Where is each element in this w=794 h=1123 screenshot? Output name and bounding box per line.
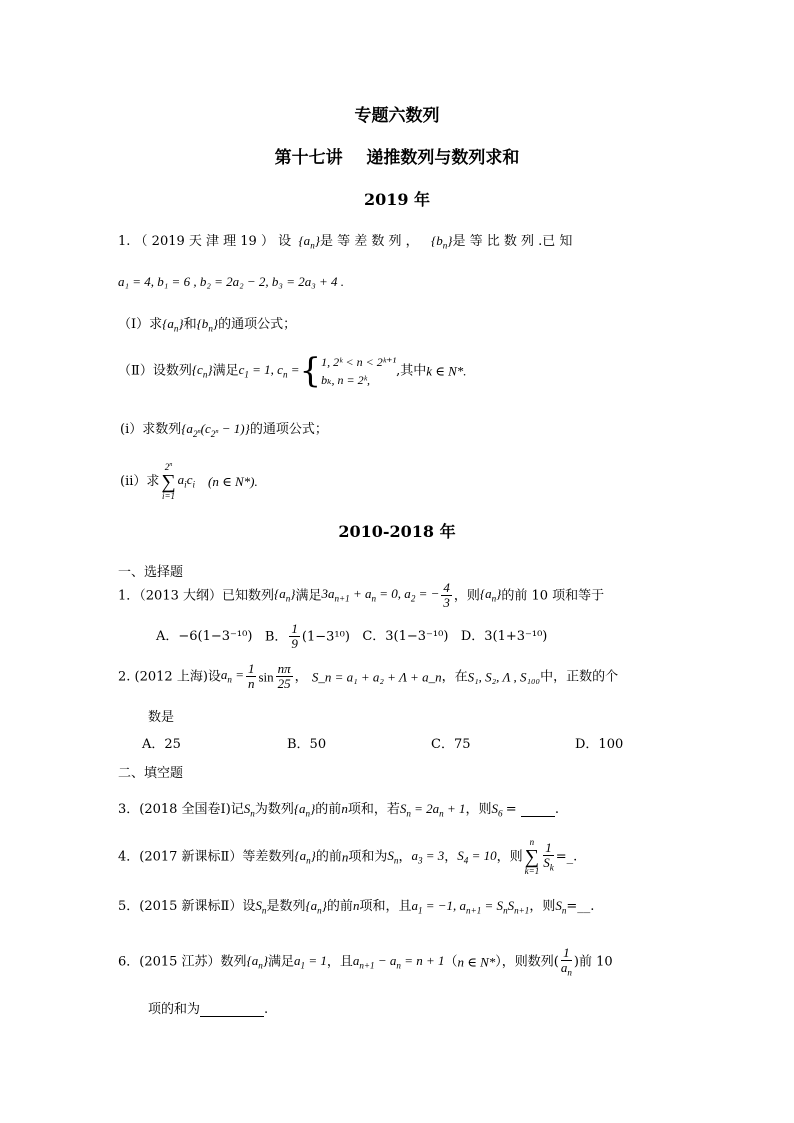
topic-title: 专题六数列 [354,106,440,126]
q2-option-a[interactable]: A．25 [142,737,181,752]
q5-stem: 5．(2015 新课标Ⅱ）设$S_n$是数列$\{a_n\}$的前n项和，且$a_1 = -1$, $a_{n+1} = S_nS_{n+1}$，则$S_n=\_\_$. [118,898,595,916]
q2019-stem: 1. （ 2019 天 津 理 19 ） 设 $\{a_n\}$是 等 差 数 列 ， $\{b_n\}$是 等 比 数 列 .已 知 [118,233,573,251]
q2019-part1: （Ⅰ）求$\{a_n\}$和$\{b_n\}$的通项公式； [118,316,297,334]
q1-option-d[interactable]: D．3(1+3⁻¹⁰) [460,629,548,645]
q6-stem: 6．(2015 江苏）数列$\{a_n\}$满足$a_1 = 1$，且$a_{n+1} - a_n = n + 1(n$ ∈ N*），则数列( $\frac{1}{a_n}$ )前 10 [118,945,613,978]
q4-stem: 4．(2017 新课标Ⅱ）等差数列$\{a_n\}$的前n项和为$S_n$，$a_3 = 3$，$S_4 = 10$，则n ∑ k=1 $\frac{1}{S_k}$ =_. [118,837,578,876]
q2-option-d[interactable]: D．100 [575,737,624,752]
q1-option-a[interactable]: A．−6(1−3⁻¹⁰) [156,629,253,645]
q3-stem: 3．(2018 全国卷Ⅰ)记$S_n$为数列$\{a_n\}$的前n项和，若$S_n = 2a_n + 1$，则$S_6$ = . [118,801,559,819]
q2019-sub-i: (i）求数列$\{a_{2^n}(c_{2^n} - 1)\}$的通项公式； [120,421,328,439]
section-fill-title: 二、填空题 [118,766,184,781]
q6-stem-cont: 项的和为 . [148,1002,269,1017]
lecture-title: 第十七讲 递推数列与数列求和 [274,148,520,168]
year-range-heading: 2010-2018 年 [338,522,456,541]
q2-option-c[interactable]: C．75 [431,737,471,752]
q1-option-c[interactable]: C．3(1−3⁻¹⁰) [362,629,449,645]
q2-stem-cont: 数是 [148,710,175,725]
q1-option-b[interactable]: B． $\frac{1}{9}$ (1−3¹⁰) [264,621,350,652]
q2019-given: a₁ = 4, b₁ = 6 , b₂ = 2a₂ − 2, b₃ = 2a₃ + 4 . [118,274,345,289]
year-2019-heading: 2019 年 [363,190,431,209]
q2019-sub-ii: (ii）求2$^n$ ∑ $i=1a_ic_i$ (n ∈ N*). [120,461,258,501]
section-choice-title: 一、选择题 [118,565,184,580]
q1-options [156,622,547,652]
q1-stem: 1．（2013 大纲）已知数列$\{a_n\}$满足$3a_{n+1} + a_n = 0$, $a_2$ = − $\frac{4}{3}$ ，则$\{a_n\}$的前 10 项和等于 [118,580,605,611]
q2-option-b[interactable]: B．50 [287,737,327,752]
q2019-part2: （Ⅱ）设数列$\{c_n\}$满足$c_1 = 1$, $c_n$ ={ 1, 2ᵏ < n < 2ᵏ⁺¹ bₖ, n = 2ᵏ, ,其中k ∈ N*. [118,351,467,391]
q2-stem: 2. (2012 上海)设$a_n$ = $\frac{1}{n}$ sin $\frac{n\pi}{25}$ ， S_n = a₁ + a₂ + Λ + a_n，在S₁, S₂, Λ , S₁₀₀中，正数的个 [118,661,619,692]
q6-answer-blank[interactable] [200,1003,264,1017]
q3-answer-blank[interactable] [521,803,555,817]
